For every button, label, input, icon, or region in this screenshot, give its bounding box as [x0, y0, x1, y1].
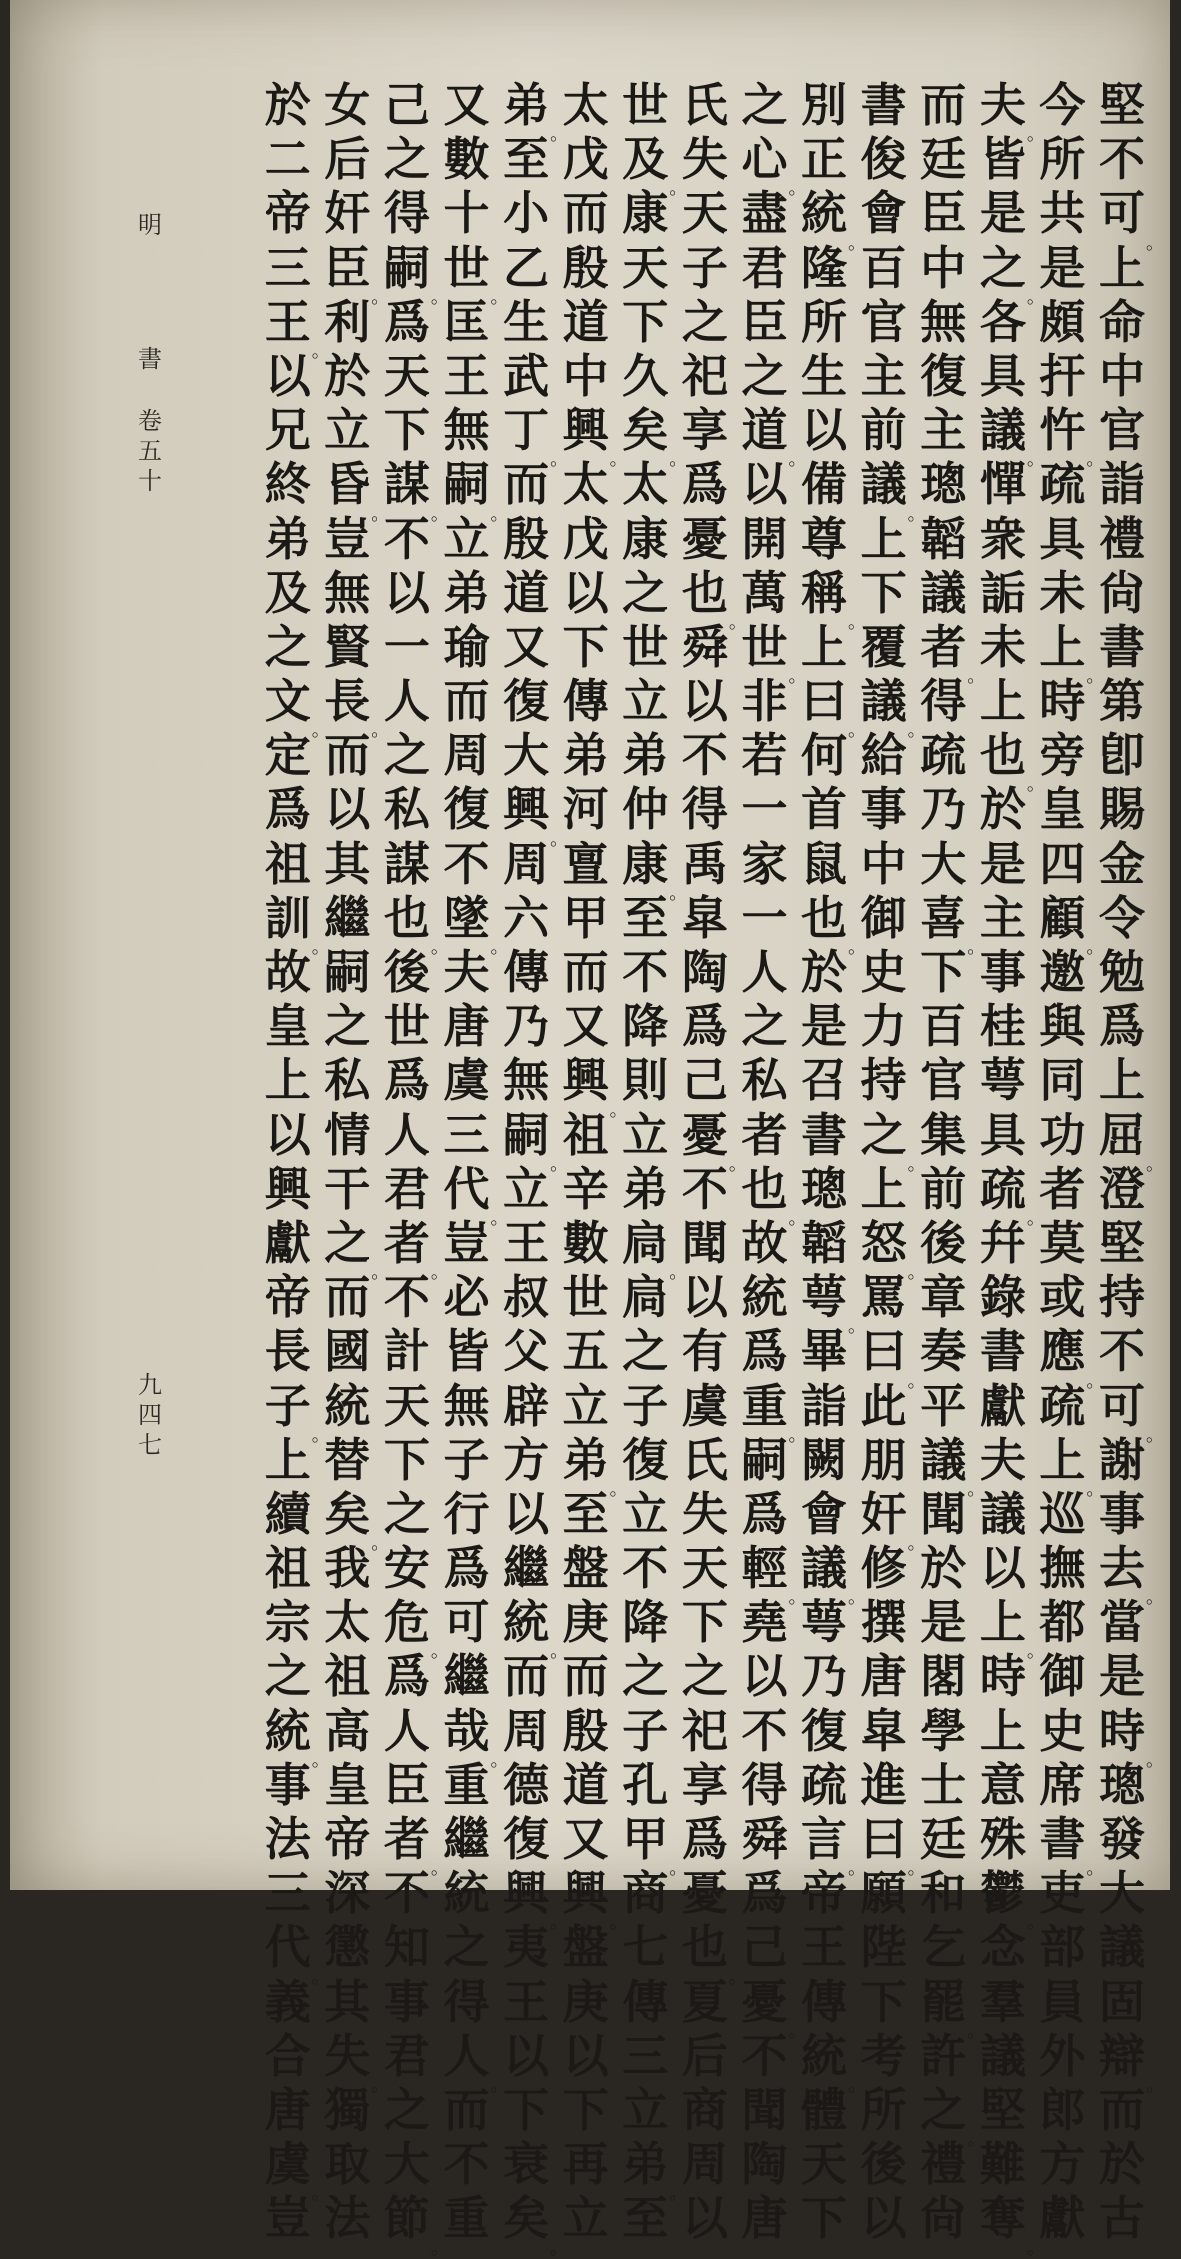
body-text [262, 78, 1164, 2259]
text-column: 堅 不 可 。 上 命 中 官 詣 禮 尙 書 第 卽 賜 金 令 勉 爲 上 屈 。 澄 堅 持 不 可 。 謝 事 去 。 當 是 時 。 璁 發 大 議 固 辯 。 而 於 古 [1099, 78, 1164, 2246]
text-column: 書 俊 會 百 官 主 前 議 。 上 下 覆 議 。 給 事 中 御 史 力 持 之 。 上 怒 。 罵 曰 。 此 朋 奸 。 修 撰 唐 皐 進 曰 。 願 陛 下 考 所 後 以 [860, 78, 926, 2246]
book-title: 明 書 [138, 211, 162, 373]
text-column: 世 及 。 康 天 下 久 矣 。 太 康 之 世 立 弟 仲 康 。 至 不 降 則 立 弟 扃 。 扃 之 子 復 立 不 降 之 子 孔 甲 。 商 七 傳 三 立 弟 。 至 [622, 78, 688, 2246]
text-column: 又 數 十 世 。 匡 王 無 嗣 。 立 弟 瑜 而 周 復 不 墜 。 夫 唐 虞 三 代 。 豈 必 皆 無 子 行 爲 可 繼 哉 。 重 繼 統 之 得 人 。 而 不 重 [443, 78, 509, 2246]
text-column: 女 后 奸 臣 。 利 於 立 昏 。 豈 無 賢 長 。 而 以 其 繼 嗣 之 私 情 干 之 。 而 國 統 替 矣 。 我 太 祖 高 皇 帝 深 懲 其 失 。 獨 取 法 [324, 78, 390, 2246]
text-column: 氏 失 天 子 之 祀 享 爲 憂 也 。 舜 以 不 得 禹 皐 陶 爲 己 憂 。 不 聞 以 有 虞 氏 失 天 下 之 祀 享 爲 憂 也 。 夏 后 商 周 以 [681, 78, 747, 2246]
volume-label: 卷 五 十 [138, 407, 162, 495]
book-page [10, 0, 1170, 2259]
text-column: 而 廷 臣 中 無 復 主 璁 韜 議 者 。 得 疏 乃 大 喜 。 下 百 官 集 前 後 章 奏 平 議 。 聞 於 是 閣 學 士 廷 和 乞 罷 。 許 之 。 禮 尙 [920, 78, 986, 2246]
text-column: 之 心 。 盡 君 臣 之 道 。 以 開 萬 世 。 非 若 一 家 一 人 之 私 者 也 。 故 統 爲 重 。 嗣 爲 輕 。 堯 以 不 得 舜 爲 己 憂 。 不 聞 陶 唐 [741, 78, 807, 2246]
text-column: 太 戊 而 殷 道 中 興 。 太 戊 以 下 傳 弟 河 亶 甲 而 又 興 。 祖 辛 數 世 五 立 弟 。 至 盤 庚 而 殷 道 又 興 。 盤 庚 以 下 再 立 [562, 78, 628, 2246]
text-column: 於 二 帝 三 王 。 以 兄 終 弟 及 之 文 。 定 爲 祖 訓 。 故 皇 上 以 興 獻 帝 長 子 。 上 續 祖 宗 之 統 。 事 法 三 代 。 義 合 唐 虞 。 豈 [264, 78, 330, 2246]
text-column: 別 正 統 。 隆 所 生 以 備 尊 稱 。 上 曰 。 何 首 鼠 也 。 於 是 召 書 璁 韜 萼 。 畢 詣 闕 會 議 。 萼 乃 復 疏 言 。 帝 王 傳 統 。 體 天 下 [801, 78, 867, 2246]
text-column: 己 之 得 嗣 。 爲 天 下 謀 。 不 以 一 人 之 私 謀 也 。 後 世 爲 人 君 者 。 不 計 天 下 之 安 危 。 爲 人 臣 者 。 不 知 事 君 之 大 節 。 [383, 78, 449, 2259]
text-column: 夫 。 皆 是 之 。 各 具 議 。 憚 衆 詬 未 上 也 。 於 是 主 事 桂 萼 具 疏 。 幷 錄 書 獻 夫 議 以 上 。 時 上 意 殊 鬱 。 念 羣 議 堅 難 奪 。 [979, 78, 1045, 2259]
page-number: 九 四 七 [138, 1371, 162, 1459]
text-column: 弟 。 至 小 乙 生 武 丁 。 而 殷 道 又 復 大 興 。 周 六 傳 乃 無 嗣 。 立 王 叔 父 辟 方 以 繼 統 。 而 周 德 復 興 。 夷 王 以 下 衰 矣 。 [503, 78, 569, 2259]
page-margin [128, 210, 172, 1770]
text-column: 今 所 共 是 頗 扞 忤 。 疏 具 未 上 。 時 旁 皇 四 顧 。 邀 與 同 功 者 莫 或 應 。 疏 上 。 巡 撫 都 御 史 席 書 。 吏 部 員 外 郎 方 獻 [1039, 78, 1105, 2246]
